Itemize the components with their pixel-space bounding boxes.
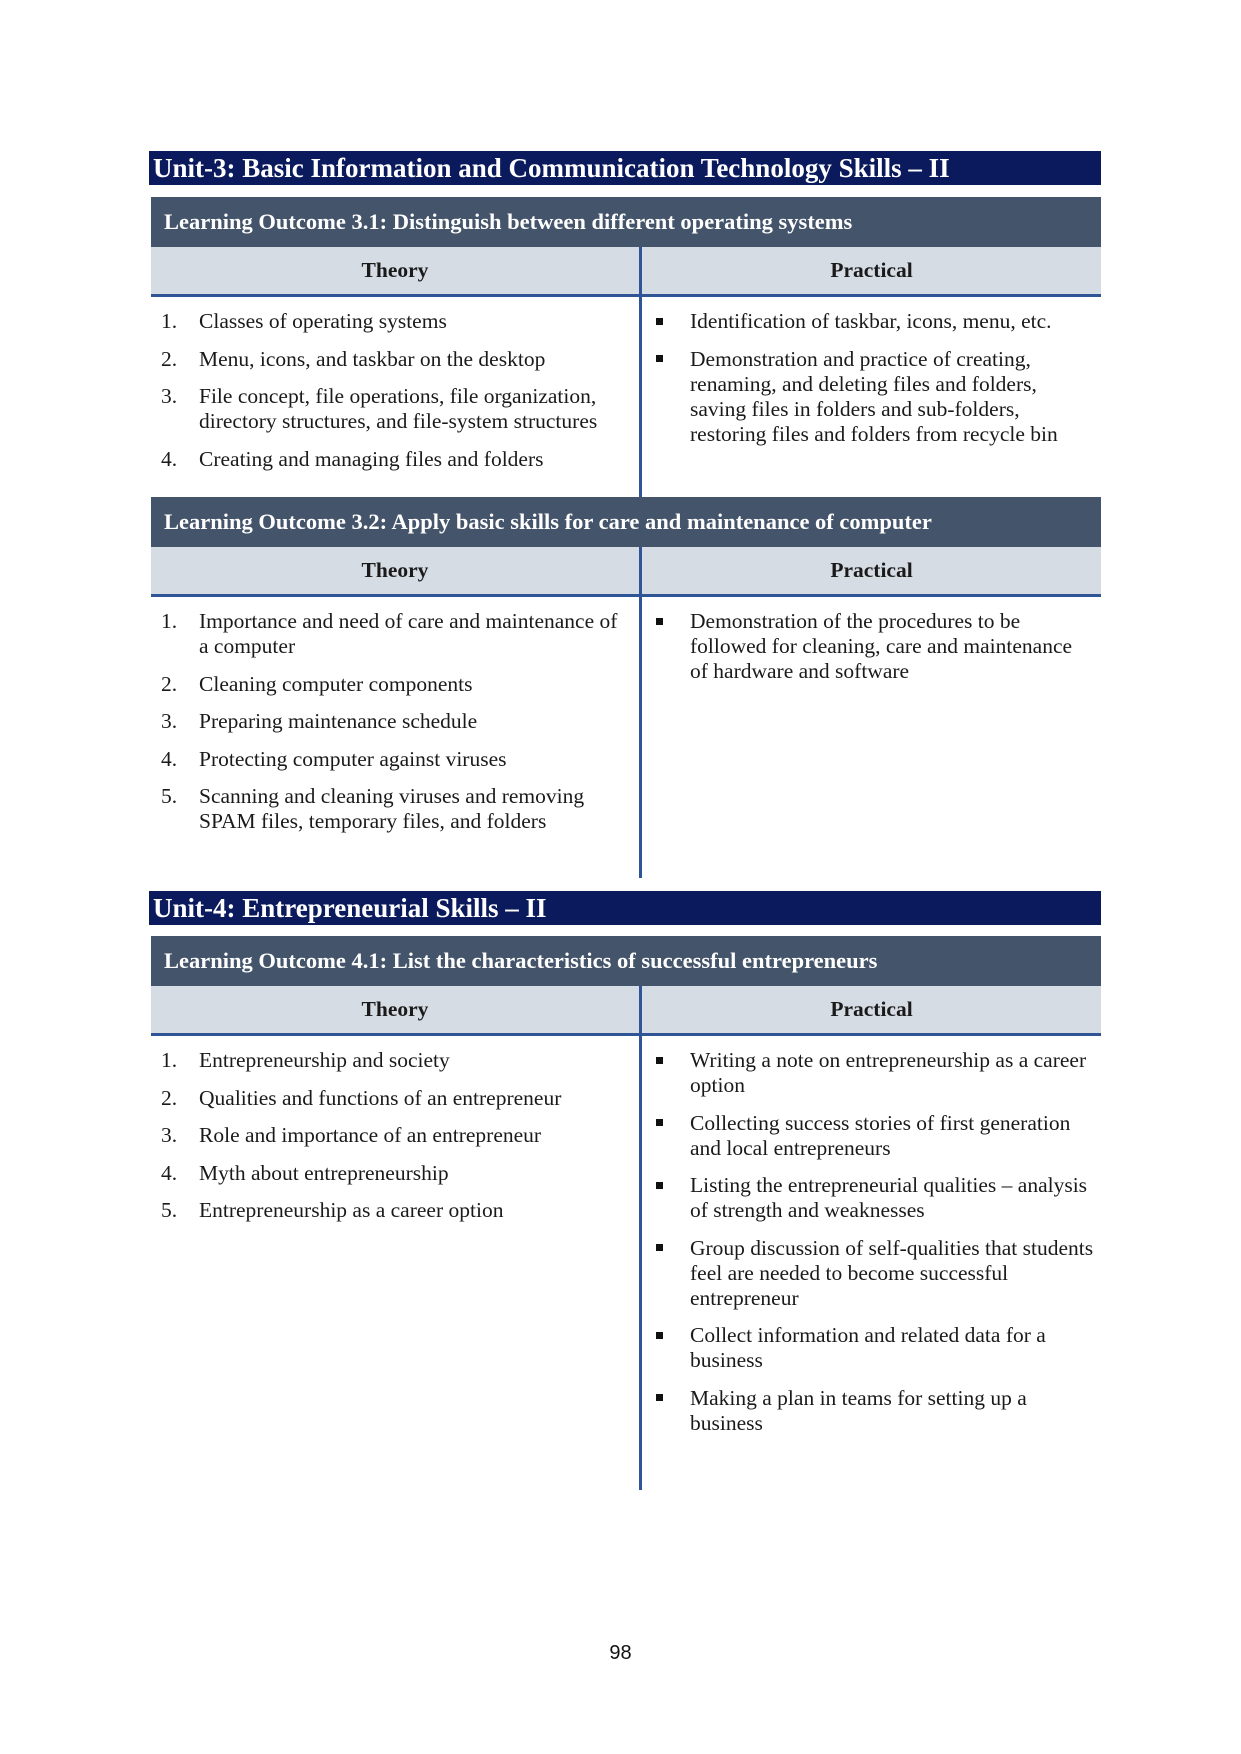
theory-column — [151, 297, 642, 497]
item-number: 1. — [161, 609, 178, 633]
theory-list-item — [161, 384, 629, 434]
item-text: Group discussion of self-qualities that students feel are needed to become successful entrepreneur — [690, 1235, 1094, 1310]
item-number: 5. — [161, 784, 178, 808]
theory-list-item — [161, 1048, 629, 1073]
theory-column-header: Theory — [151, 247, 642, 294]
square-bullet-icon — [652, 347, 690, 447]
theory-list — [161, 309, 629, 472]
item-text: Protecting computer against viruses — [199, 746, 507, 771]
practical-column — [642, 597, 1101, 878]
item-text: Demonstration of the procedures to be followed for cleaning, care and maintenance of hardware and software — [690, 609, 1073, 683]
theory-list — [161, 1048, 629, 1223]
theory-list-item — [161, 347, 629, 372]
content-row — [151, 297, 1101, 497]
page-number: 98 — [609, 1642, 632, 1664]
square-bullet-icon — [652, 1173, 690, 1223]
item-text: Making a plan in teams for setting up a business — [690, 1385, 1027, 1435]
practical-list-item — [652, 1386, 1095, 1436]
item-text: Listing the entrepreneurial qualities – analysis of strength and weaknesses — [690, 1173, 1088, 1222]
practical-list-item — [652, 1236, 1095, 1311]
item-number: 4. — [161, 446, 178, 471]
theory-list-item — [161, 1198, 629, 1223]
theory-list-item — [161, 709, 629, 734]
theory-list-item — [161, 1086, 629, 1111]
practical-column — [642, 1036, 1101, 1490]
item-number: 1. — [161, 1048, 178, 1072]
square-bullet-icon — [652, 309, 690, 334]
learning-outcome-3-2 — [151, 497, 1101, 878]
theory-list-item — [161, 747, 629, 772]
item-text: Menu, icons, and taskbar on the desktop — [199, 346, 546, 371]
item-text: Preparing maintenance schedule — [199, 709, 478, 733]
theory-column — [151, 597, 642, 878]
item-text: Myth about entrepreneurship — [199, 1160, 449, 1185]
item-text: Demonstration and practice of creating, renaming, and deleting files and folders, saving files in folders and sub-folders, restoring files and folders from recycle bin — [690, 346, 1058, 446]
practical-list — [652, 609, 1095, 684]
learning-outcome-3-1-header: Learning Outcome 3.1: Distinguish between different operating systems — [151, 197, 1101, 247]
theory-list — [161, 609, 629, 834]
item-text: Qualities and functions of an entrepreneur — [199, 1085, 562, 1110]
practical-list-item — [652, 1173, 1095, 1223]
item-number: 3. — [161, 1123, 178, 1147]
practical-column-header: Practical — [830, 997, 913, 1021]
item-text: Identification of taskbar, icons, menu, etc. — [690, 309, 1052, 333]
item-text: Importance and need of care and maintenance of a computer — [199, 609, 618, 658]
square-bullet-icon — [652, 1386, 690, 1436]
learning-outcome-3-2-header: Learning Outcome 3.2: Apply basic skills for care and maintenance of computer — [151, 497, 1101, 547]
square-bullet-icon — [652, 1111, 690, 1161]
practical-list-item — [652, 1048, 1095, 1098]
item-text: Entrepreneurship and society — [199, 1048, 450, 1072]
item-text: File concept, file operations, file organization, directory structures, and file-system structures — [199, 384, 598, 433]
item-text: Cleaning computer components — [199, 671, 473, 696]
item-text: Collecting success stories of first generation and local entrepreneurs — [690, 1110, 1071, 1160]
learning-outcome-4-1-header: Learning Outcome 4.1: List the characteristics of successful entrepreneurs — [151, 936, 1101, 986]
unit-3-title: Unit-3: Basic Information and Communication Technology Skills – II — [149, 151, 1101, 185]
content-row — [151, 597, 1101, 878]
item-number: 1. — [161, 309, 178, 333]
item-number: 4. — [161, 746, 178, 771]
item-text: Writing a note on entrepreneurship as a career option — [690, 1048, 1087, 1097]
practical-list — [652, 1048, 1095, 1436]
item-text: Creating and managing files and folders — [199, 446, 544, 471]
square-bullet-icon — [652, 609, 690, 684]
theory-list-item — [161, 447, 629, 472]
square-bullet-icon — [652, 1323, 690, 1373]
practical-column-header: Practical — [830, 558, 913, 582]
practical-column — [642, 297, 1101, 497]
item-number: 2. — [161, 1085, 178, 1110]
column-header-row — [151, 547, 1101, 597]
item-number: 5. — [161, 1198, 178, 1222]
item-text: Classes of operating systems — [199, 309, 447, 333]
theory-column-header: Theory — [151, 986, 642, 1033]
practical-list-item — [652, 1323, 1095, 1373]
theory-list-item — [161, 609, 629, 659]
practical-list-item — [652, 609, 1095, 684]
item-text: Scanning and cleaning viruses and removing SPAM files, temporary files, and folders — [199, 784, 585, 833]
learning-outcome-3-1 — [151, 197, 1101, 497]
square-bullet-icon — [652, 1048, 690, 1098]
unit-4-title: Unit-4: Entrepreneurial Skills – II — [149, 891, 1101, 925]
practical-list — [652, 309, 1095, 447]
item-text: Entrepreneurship as a career option — [199, 1198, 504, 1222]
theory-list-item — [161, 672, 629, 697]
practical-list-item — [652, 1111, 1095, 1161]
practical-list-item — [652, 347, 1095, 447]
theory-column-header: Theory — [151, 547, 642, 594]
item-number: 2. — [161, 671, 178, 696]
column-header-row — [151, 247, 1101, 297]
theory-column — [151, 1036, 642, 1490]
column-header-row — [151, 986, 1101, 1036]
square-bullet-icon — [652, 1236, 690, 1311]
practical-list-item — [652, 309, 1095, 334]
item-text: Role and importance of an entrepreneur — [199, 1123, 542, 1147]
theory-list-item — [161, 1161, 629, 1186]
theory-list-item — [161, 784, 629, 834]
learning-outcome-4-1 — [151, 936, 1101, 1490]
item-number: 3. — [161, 709, 178, 733]
item-number: 2. — [161, 346, 178, 371]
theory-list-item — [161, 309, 629, 334]
practical-column-header: Practical — [830, 258, 913, 282]
item-number: 3. — [161, 384, 178, 408]
theory-list-item — [161, 1123, 629, 1148]
item-text: Collect information and related data for a business — [690, 1323, 1046, 1372]
item-number: 4. — [161, 1160, 178, 1185]
content-row — [151, 1036, 1101, 1490]
